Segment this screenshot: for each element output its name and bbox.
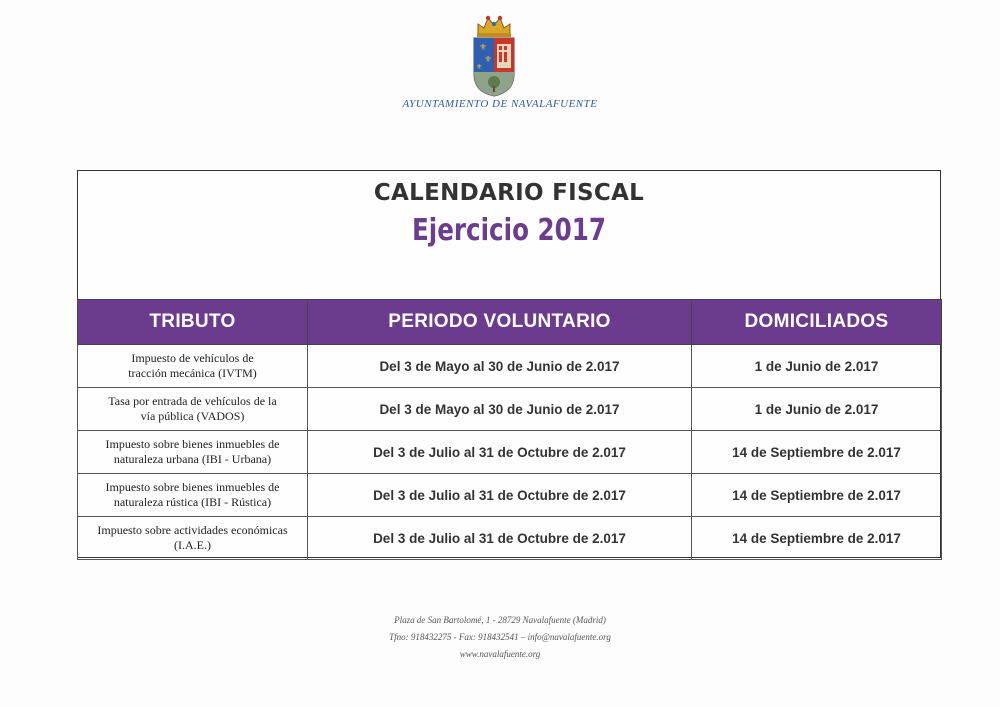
tributo-cell (78, 345, 308, 388)
tributo-line: (I.A.E.) (174, 538, 211, 552)
footer-contact (300, 612, 700, 663)
svg-text:⚜: ⚜ (479, 43, 488, 53)
table-row (78, 388, 942, 431)
domiciliados-cell: 1 de Junio de 2.017 (692, 345, 942, 388)
svg-text:⚜: ⚜ (484, 55, 493, 65)
tributo-cell (78, 388, 308, 431)
tributo-line: Impuesto sobre actividades económicas (97, 523, 288, 537)
footer-phone-fax-email: Tfno: 918432275 - Fax: 918432541 – info@navalafuente.org (389, 632, 611, 642)
fiscal-calendar-table (77, 299, 942, 560)
tributo-line: naturaleza urbana (IBI - Urbana) (113, 452, 272, 466)
fiscal-calendar-panel (77, 170, 941, 558)
domiciliados-cell: 14 de Septiembre de 2.017 (692, 431, 942, 474)
column-header-periodo: PERIODO VOLUNTARIO (308, 300, 692, 345)
periodo-cell: Del 3 de Julio al 31 de Octubre de 2.017 (308, 517, 692, 560)
footer-address: Plaza de San Bartolomé, 1 - 28729 Navalafuente (Madrid) (394, 615, 606, 625)
periodo-cell: Del 3 de Julio al 31 de Octubre de 2.017 (308, 474, 692, 517)
table-header-row (78, 300, 942, 345)
tributo-line: naturaleza rústica (IBI - Rústica) (113, 495, 272, 509)
table-row (78, 431, 942, 474)
periodo-cell: Del 3 de Julio al 31 de Octubre de 2.017 (308, 431, 692, 474)
municipality-name: AYUNTAMIENTO DE NAVALAFUENTE (402, 98, 598, 110)
tributo-line: tracción mecánica (IVTM) (128, 366, 257, 380)
periodo-cell: Del 3 de Mayo al 30 de Junio de 2.017 (308, 388, 692, 431)
tributo-line: Tasa por entrada de vehículos de la (108, 394, 277, 408)
tributo-line: Impuesto de vehículos de (131, 351, 254, 365)
tributo-line: Impuesto sobre bienes inmuebles de (105, 437, 280, 451)
domiciliados-cell: 1 de Junio de 2.017 (692, 388, 942, 431)
column-header-tributo: TRIBUTO (78, 300, 308, 345)
domiciliados-cell: 14 de Septiembre de 2.017 (692, 517, 942, 560)
table-row (78, 474, 942, 517)
domiciliados-cell: 14 de Septiembre de 2.017 (692, 474, 942, 517)
tributo-cell (78, 474, 308, 517)
tributo-cell (78, 517, 308, 560)
tributo-cell (78, 431, 308, 474)
municipal-coat-of-arms-icon (470, 12, 518, 98)
svg-text:⚜: ⚜ (476, 63, 483, 71)
calendar-subtitle: Ejercicio 2017 (411, 213, 607, 248)
letterhead (0, 0, 1000, 130)
tributo-line: Impuesto sobre bienes inmuebles de (105, 480, 280, 494)
periodo-cell: Del 3 de Mayo al 30 de Junio de 2.017 (308, 345, 692, 388)
column-header-domiciliados: DOMICILIADOS (692, 300, 942, 345)
footer-website-link[interactable]: www.navalafuente.org (459, 649, 541, 659)
calendar-title: CALENDARIO FISCAL (373, 180, 645, 206)
tributo-line: vía pública (VADOS) (140, 409, 245, 423)
table-row (78, 517, 942, 560)
table-row (78, 345, 942, 388)
